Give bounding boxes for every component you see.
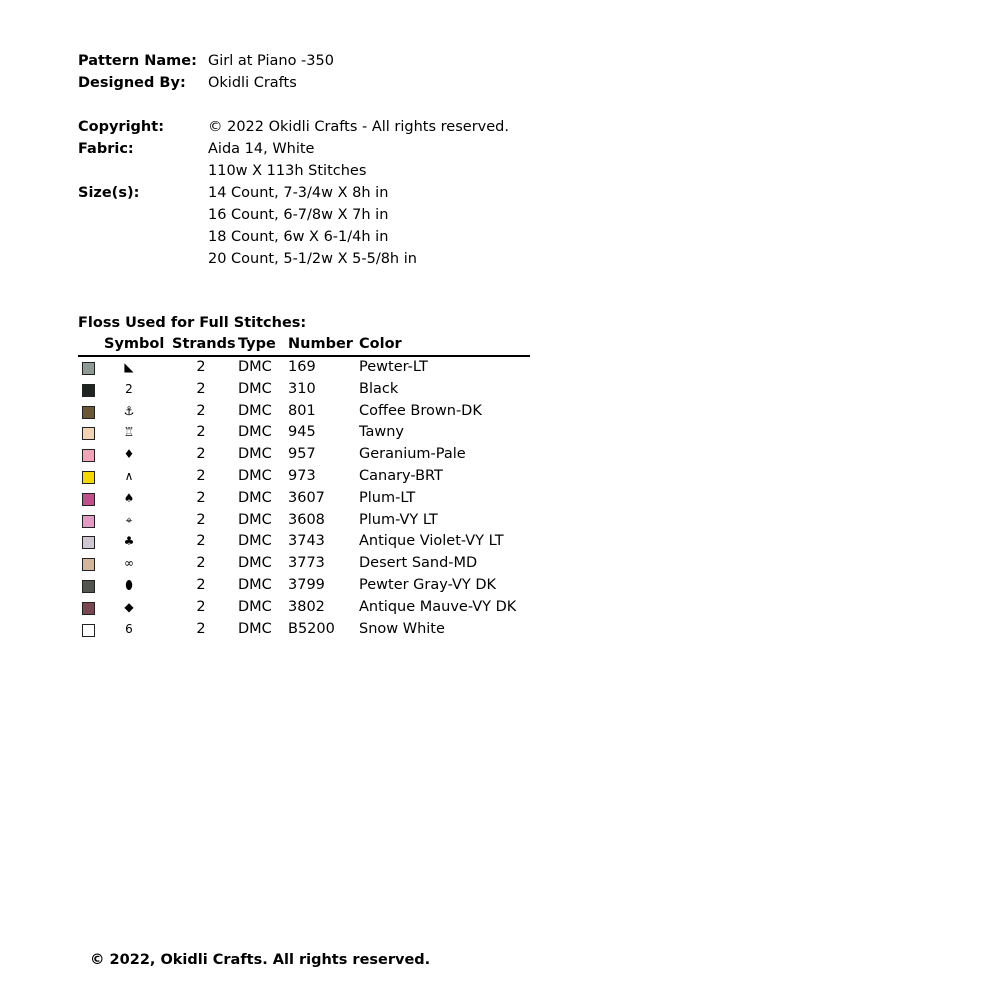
symbol-icon: ◣ (124, 360, 134, 374)
header-number: Number (288, 336, 353, 352)
strands-value: 2 (196, 511, 206, 528)
number-value: 3773 (288, 555, 325, 572)
color-swatch (82, 602, 95, 615)
strands-value: 2 (196, 467, 206, 484)
size-value: 14 Count, 7-3/4w X 8h in (208, 185, 389, 201)
strands-value: 2 (196, 359, 206, 375)
number-value: 169 (288, 359, 316, 375)
floss-row (78, 401, 530, 423)
color-swatch (82, 449, 95, 462)
floss-row (78, 619, 530, 641)
size-value: 18 Count, 6w X 6-1/4h in (208, 229, 389, 245)
number-value: 3608 (288, 511, 325, 528)
number-value: B5200 (288, 620, 335, 637)
color-swatch (82, 406, 95, 419)
floss-rows (78, 357, 530, 640)
color-name: Coffee Brown-DK (359, 402, 482, 419)
type-value: DMC (238, 555, 272, 572)
symbol-icon: ⌖ (125, 512, 133, 527)
floss-row (78, 379, 530, 401)
type-value: DMC (238, 533, 272, 550)
color-name: Tawny (359, 424, 404, 441)
floss-table (78, 312, 530, 640)
size-value: 20 Count, 5-1/2w X 5-5/8h in (208, 251, 417, 267)
color-swatch (82, 536, 95, 549)
floss-row (78, 597, 530, 619)
floss-row (78, 488, 530, 510)
strands-value: 2 (196, 620, 206, 637)
floss-row (78, 510, 530, 532)
type-value: DMC (238, 620, 272, 637)
floss-row (78, 531, 530, 553)
color-swatch (82, 471, 95, 484)
floss-row (78, 466, 530, 488)
type-value: DMC (238, 424, 272, 441)
color-name: Pewter Gray-VY DK (359, 576, 497, 593)
number-value: 945 (288, 424, 316, 441)
symbol-icon: ∧ (124, 468, 134, 483)
symbol-icon: ⬮ (125, 577, 133, 592)
floss-header-row (78, 334, 530, 357)
strands-value: 2 (196, 446, 206, 463)
strands-value: 2 (196, 576, 206, 593)
number-value: 3607 (288, 489, 325, 506)
color-swatch (82, 558, 95, 571)
color-swatch (82, 580, 95, 593)
color-name: Antique Violet-VY LT (359, 533, 504, 550)
stitches-value: 110w X 113h Stitches (208, 163, 367, 179)
header-strands: Strands (172, 336, 236, 352)
header-symbol: Symbol (104, 336, 165, 352)
symbol-icon: ⚓ (123, 403, 135, 418)
copyright-value: © 2022 Okidli Crafts - All rights reserved. (208, 119, 509, 135)
color-name: Black (359, 380, 399, 397)
symbol-icon: ♠ (123, 490, 135, 505)
type-value: DMC (238, 467, 272, 484)
size-value: 16 Count, 6-7/8w X 7h in (208, 207, 389, 223)
symbol-icon: ◆ (124, 599, 134, 614)
color-name: Desert Sand-MD (359, 555, 478, 572)
pattern-name-label: Pattern Name: (78, 53, 197, 69)
floss-row (78, 553, 530, 575)
pattern-name-value: Girl at Piano -350 (208, 53, 334, 69)
number-value: 310 (288, 380, 316, 397)
strands-value: 2 (196, 489, 206, 506)
color-swatch (82, 624, 95, 637)
number-value: 973 (288, 467, 316, 484)
fabric-label: Fabric: (78, 141, 134, 157)
designer-value: Okidli Crafts (208, 75, 297, 91)
strands-value: 2 (196, 533, 206, 550)
color-name: Pewter-LT (359, 359, 428, 375)
color-name: Plum-LT (359, 489, 416, 506)
floss-title: Floss Used for Full Stitches: (78, 315, 307, 331)
color-name: Canary-BRT (359, 467, 443, 484)
floss-row (78, 444, 530, 466)
type-value: DMC (238, 598, 272, 615)
designer-label: Designed By: (78, 75, 186, 91)
color-swatch (82, 384, 95, 397)
number-value: 3743 (288, 533, 325, 550)
type-value: DMC (238, 380, 272, 397)
symbol-icon: 2 (125, 381, 133, 396)
color-swatch (82, 427, 95, 440)
header-color: Color (359, 336, 402, 352)
symbol-icon: 6 (125, 621, 133, 636)
strands-value: 2 (196, 402, 206, 419)
type-value: DMC (238, 489, 272, 506)
number-value: 801 (288, 402, 316, 419)
color-name: Antique Mauve-VY DK (359, 598, 517, 615)
symbol-icon: ♦ (123, 447, 135, 462)
fabric-value: Aida 14, White (208, 141, 315, 157)
color-swatch (82, 515, 95, 528)
footer-copyright: © 2022, Okidli Crafts. All rights reserved. (90, 952, 431, 968)
strands-value: 2 (196, 380, 206, 397)
symbol-icon: ♣ (123, 534, 135, 549)
strands-value: 2 (196, 598, 206, 615)
sizes-label: Size(s): (78, 185, 140, 201)
symbol-icon: ∞ (124, 556, 134, 571)
number-value: 3799 (288, 576, 325, 593)
number-value: 957 (288, 446, 316, 463)
copyright-label: Copyright: (78, 119, 164, 135)
type-value: DMC (238, 511, 272, 528)
color-name: Plum-VY LT (359, 511, 438, 528)
floss-row (78, 357, 530, 379)
color-name: Snow White (359, 620, 445, 637)
color-name: Geranium-Pale (359, 446, 466, 463)
number-value: 3802 (288, 598, 325, 615)
type-value: DMC (238, 576, 272, 593)
header-type: Type (238, 336, 276, 352)
strands-value: 2 (196, 424, 206, 441)
color-swatch (82, 362, 95, 375)
strands-value: 2 (196, 555, 206, 572)
type-value: DMC (238, 359, 272, 375)
color-swatch (82, 493, 95, 506)
floss-row (78, 422, 530, 444)
type-value: DMC (238, 446, 272, 463)
type-value: DMC (238, 402, 272, 419)
symbol-icon: ♖ (123, 425, 135, 440)
floss-row (78, 575, 530, 597)
